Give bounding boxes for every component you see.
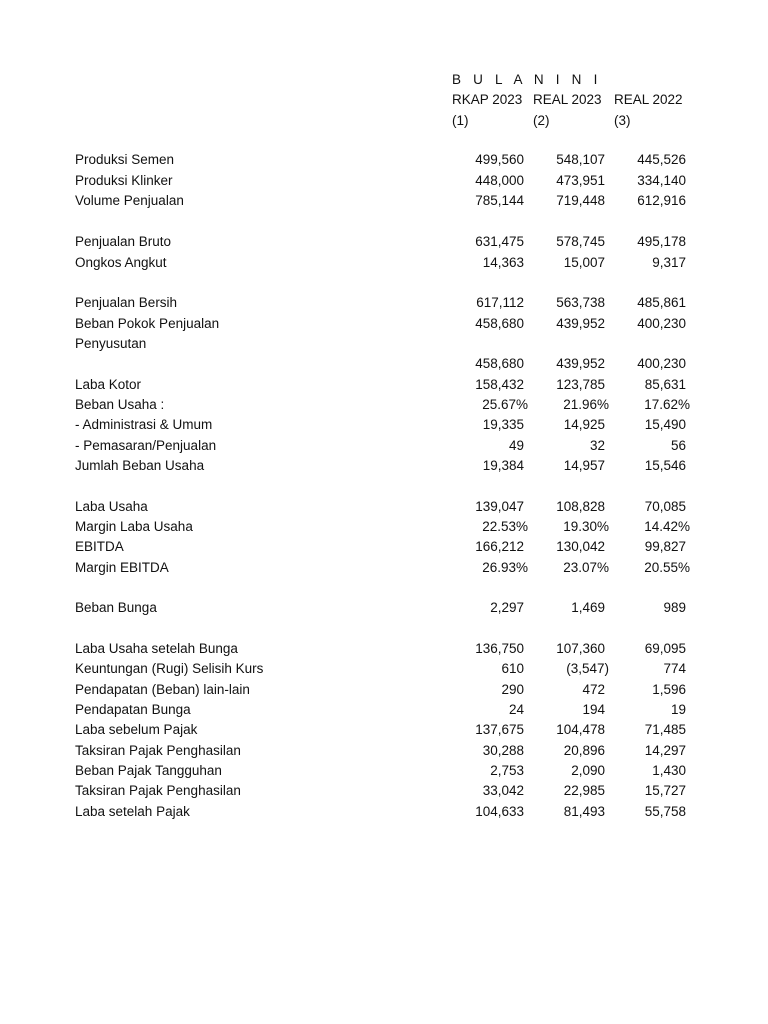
cell-real-2023: (3,547) xyxy=(566,661,609,676)
table-row xyxy=(0,680,768,700)
row-label: EBITDA xyxy=(75,539,124,554)
row-label: Ongkos Angkut xyxy=(75,255,167,270)
cell-rkap-2023: 26.93% xyxy=(482,560,528,575)
cell-real-2023: 472 xyxy=(582,682,605,697)
cell-real-2022: 1,430 xyxy=(652,763,686,778)
cell-real-2023: 548,107 xyxy=(556,152,605,167)
cell-real-2022: 495,178 xyxy=(637,234,686,249)
row-label: Beban Pajak Tangguhan xyxy=(75,763,222,778)
column-header-real-2022: REAL 2022 xyxy=(614,92,683,107)
cell-real-2022: 485,861 xyxy=(637,295,686,310)
cell-real-2022: 55,758 xyxy=(644,804,686,819)
cell-rkap-2023: 166,212 xyxy=(475,539,524,554)
row-label: Laba Usaha xyxy=(75,499,148,514)
cell-real-2023: 21.96% xyxy=(563,397,609,412)
row-label: Pendapatan (Beban) lain-lain xyxy=(75,682,250,697)
row-label: Margin EBITDA xyxy=(75,560,169,575)
cell-real-2023: 104,478 xyxy=(556,722,605,737)
table-row xyxy=(0,639,768,659)
table-row xyxy=(0,232,768,252)
cell-rkap-2023: 499,560 xyxy=(475,152,524,167)
table-row xyxy=(0,436,768,456)
cell-real-2022: 334,140 xyxy=(637,173,686,188)
table-row xyxy=(0,375,768,395)
table-row xyxy=(0,293,768,313)
table-row xyxy=(0,314,768,334)
table-row xyxy=(0,456,768,476)
table-row xyxy=(0,497,768,517)
cell-real-2023: 1,469 xyxy=(571,600,605,615)
table-row xyxy=(0,253,768,273)
row-label: Beban Bunga xyxy=(75,600,157,615)
cell-real-2023: 439,952 xyxy=(556,316,605,331)
cell-rkap-2023: 25.67% xyxy=(482,397,528,412)
row-label: Margin Laba Usaha xyxy=(75,519,193,534)
cell-rkap-2023: 33,042 xyxy=(482,783,524,798)
table-row xyxy=(0,191,768,211)
table-row xyxy=(0,395,768,415)
cell-real-2023: 130,042 xyxy=(556,539,605,554)
row-label: Taksiran Pajak Penghasilan xyxy=(75,743,241,758)
row-label: Laba sebelum Pajak xyxy=(75,722,198,737)
row-label: Beban Usaha : xyxy=(75,397,165,412)
table-row xyxy=(0,150,768,170)
table-row xyxy=(0,761,768,781)
cell-rkap-2023: 610 xyxy=(501,661,524,676)
cell-real-2022: 445,526 xyxy=(637,152,686,167)
cell-real-2022: 15,727 xyxy=(644,783,686,798)
cell-real-2023: 719,448 xyxy=(556,193,605,208)
cell-rkap-2023: 458,680 xyxy=(475,356,524,371)
cell-rkap-2023: 24 xyxy=(508,702,524,717)
table-row xyxy=(0,517,768,537)
cell-real-2023: 2,090 xyxy=(571,763,605,778)
cell-rkap-2023: 617,112 xyxy=(476,295,524,310)
cell-real-2022: 19 xyxy=(670,702,686,717)
cell-rkap-2023: 458,680 xyxy=(475,316,524,331)
cell-real-2023: 20,896 xyxy=(563,743,605,758)
column-header-real-2023: REAL 2023 xyxy=(533,92,602,107)
column-header-rkap-2023: RKAP 2023 xyxy=(452,92,523,107)
cell-real-2023: 14,957 xyxy=(563,458,605,473)
cell-real-2022: 70,085 xyxy=(644,499,686,514)
column-index-3: (3) xyxy=(614,113,631,128)
table-row xyxy=(0,354,768,374)
row-label: Jumlah Beban Usaha xyxy=(75,458,205,473)
row-label: Laba setelah Pajak xyxy=(75,804,190,819)
cell-rkap-2023: 30,288 xyxy=(482,743,524,758)
cell-real-2022: 9,317 xyxy=(652,255,686,270)
cell-real-2023: 473,951 xyxy=(556,173,605,188)
cell-real-2023: 563,738 xyxy=(556,295,605,310)
cell-real-2023: 107,360 xyxy=(556,641,605,656)
table-row xyxy=(0,334,768,354)
row-label: Penyusutan xyxy=(75,336,147,351)
cell-real-2023: 578,745 xyxy=(556,234,605,249)
table-row xyxy=(0,537,768,557)
column-index-1: (1) xyxy=(452,113,469,128)
cell-rkap-2023: 448,000 xyxy=(475,173,524,188)
cell-rkap-2023: 49 xyxy=(508,438,524,453)
period-title: B U L A N I N I xyxy=(452,72,602,87)
cell-real-2023: 123,785 xyxy=(556,377,605,392)
cell-rkap-2023: 19,335 xyxy=(482,417,524,432)
table-row xyxy=(0,415,768,435)
cell-real-2022: 15,490 xyxy=(644,417,686,432)
table-row xyxy=(0,598,768,618)
row-label: Produksi Klinker xyxy=(75,173,173,188)
cell-rkap-2023: 136,750 xyxy=(475,641,524,656)
cell-rkap-2023: 14,363 xyxy=(482,255,524,270)
cell-real-2023: 194 xyxy=(582,702,605,717)
row-label: - Pemasaran/Penjualan xyxy=(75,438,217,453)
row-label: Pendapatan Bunga xyxy=(75,702,191,717)
row-label: - Administrasi & Umum xyxy=(75,417,213,432)
cell-rkap-2023: 22.53% xyxy=(482,519,528,534)
row-label: Beban Pokok Penjualan xyxy=(75,316,220,331)
table-row xyxy=(0,802,768,822)
cell-rkap-2023: 290 xyxy=(501,682,524,697)
row-label: Keuntungan (Rugi) Selisih Kurs xyxy=(75,661,264,676)
cell-real-2022: 69,095 xyxy=(644,641,686,656)
table-row xyxy=(0,659,768,679)
row-label: Volume Penjualan xyxy=(75,193,184,208)
cell-real-2023: 19.30% xyxy=(563,519,609,534)
cell-real-2022: 15,546 xyxy=(644,458,686,473)
cell-real-2023: 108,828 xyxy=(556,499,605,514)
cell-real-2023: 439,952 xyxy=(556,356,605,371)
cell-rkap-2023: 139,047 xyxy=(475,499,524,514)
cell-real-2022: 400,230 xyxy=(637,356,686,371)
cell-real-2022: 612,916 xyxy=(637,193,686,208)
row-label: Penjualan Bersih xyxy=(75,295,178,310)
cell-real-2022: 989 xyxy=(663,600,686,615)
cell-real-2023: 81,493 xyxy=(563,804,605,819)
cell-real-2022: 774 xyxy=(663,661,686,676)
cell-rkap-2023: 158,432 xyxy=(475,377,524,392)
cell-real-2023: 23.07% xyxy=(563,560,609,575)
cell-rkap-2023: 104,633 xyxy=(475,804,524,819)
cell-rkap-2023: 785,144 xyxy=(475,193,524,208)
cell-real-2023: 22,985 xyxy=(563,783,605,798)
table-row xyxy=(0,720,768,740)
cell-rkap-2023: 19,384 xyxy=(482,458,524,473)
cell-rkap-2023: 2,297 xyxy=(490,600,524,615)
cell-real-2022: 99,827 xyxy=(644,539,686,554)
cell-real-2022: 56 xyxy=(670,438,686,453)
row-label: Laba Usaha setelah Bunga xyxy=(75,641,238,656)
table-row xyxy=(0,171,768,191)
cell-real-2022: 1,596 xyxy=(652,682,686,697)
cell-real-2022: 17.62% xyxy=(644,397,690,412)
cell-real-2023: 14,925 xyxy=(563,417,605,432)
cell-real-2023: 15,007 xyxy=(563,255,605,270)
row-label: Produksi Semen xyxy=(75,152,175,167)
cell-real-2022: 400,230 xyxy=(637,316,686,331)
column-index-2: (2) xyxy=(533,113,550,128)
cell-rkap-2023: 631,475 xyxy=(475,234,524,249)
row-label: Penjualan Bruto xyxy=(75,234,172,249)
cell-real-2023: 32 xyxy=(589,438,605,453)
table-row xyxy=(0,781,768,801)
row-label: Laba Kotor xyxy=(75,377,142,392)
cell-real-2022: 14.42% xyxy=(644,519,690,534)
cell-real-2022: 85,631 xyxy=(644,377,686,392)
cell-rkap-2023: 137,675 xyxy=(475,722,524,737)
row-label: Taksiran Pajak Penghasilan xyxy=(75,783,241,798)
cell-real-2022: 20.55% xyxy=(644,560,690,575)
cell-real-2022: 14,297 xyxy=(644,743,686,758)
cell-real-2022: 71,485 xyxy=(644,722,686,737)
cell-rkap-2023: 2,753 xyxy=(490,763,524,778)
table-row xyxy=(0,741,768,761)
table-row xyxy=(0,558,768,578)
table-row xyxy=(0,700,768,720)
